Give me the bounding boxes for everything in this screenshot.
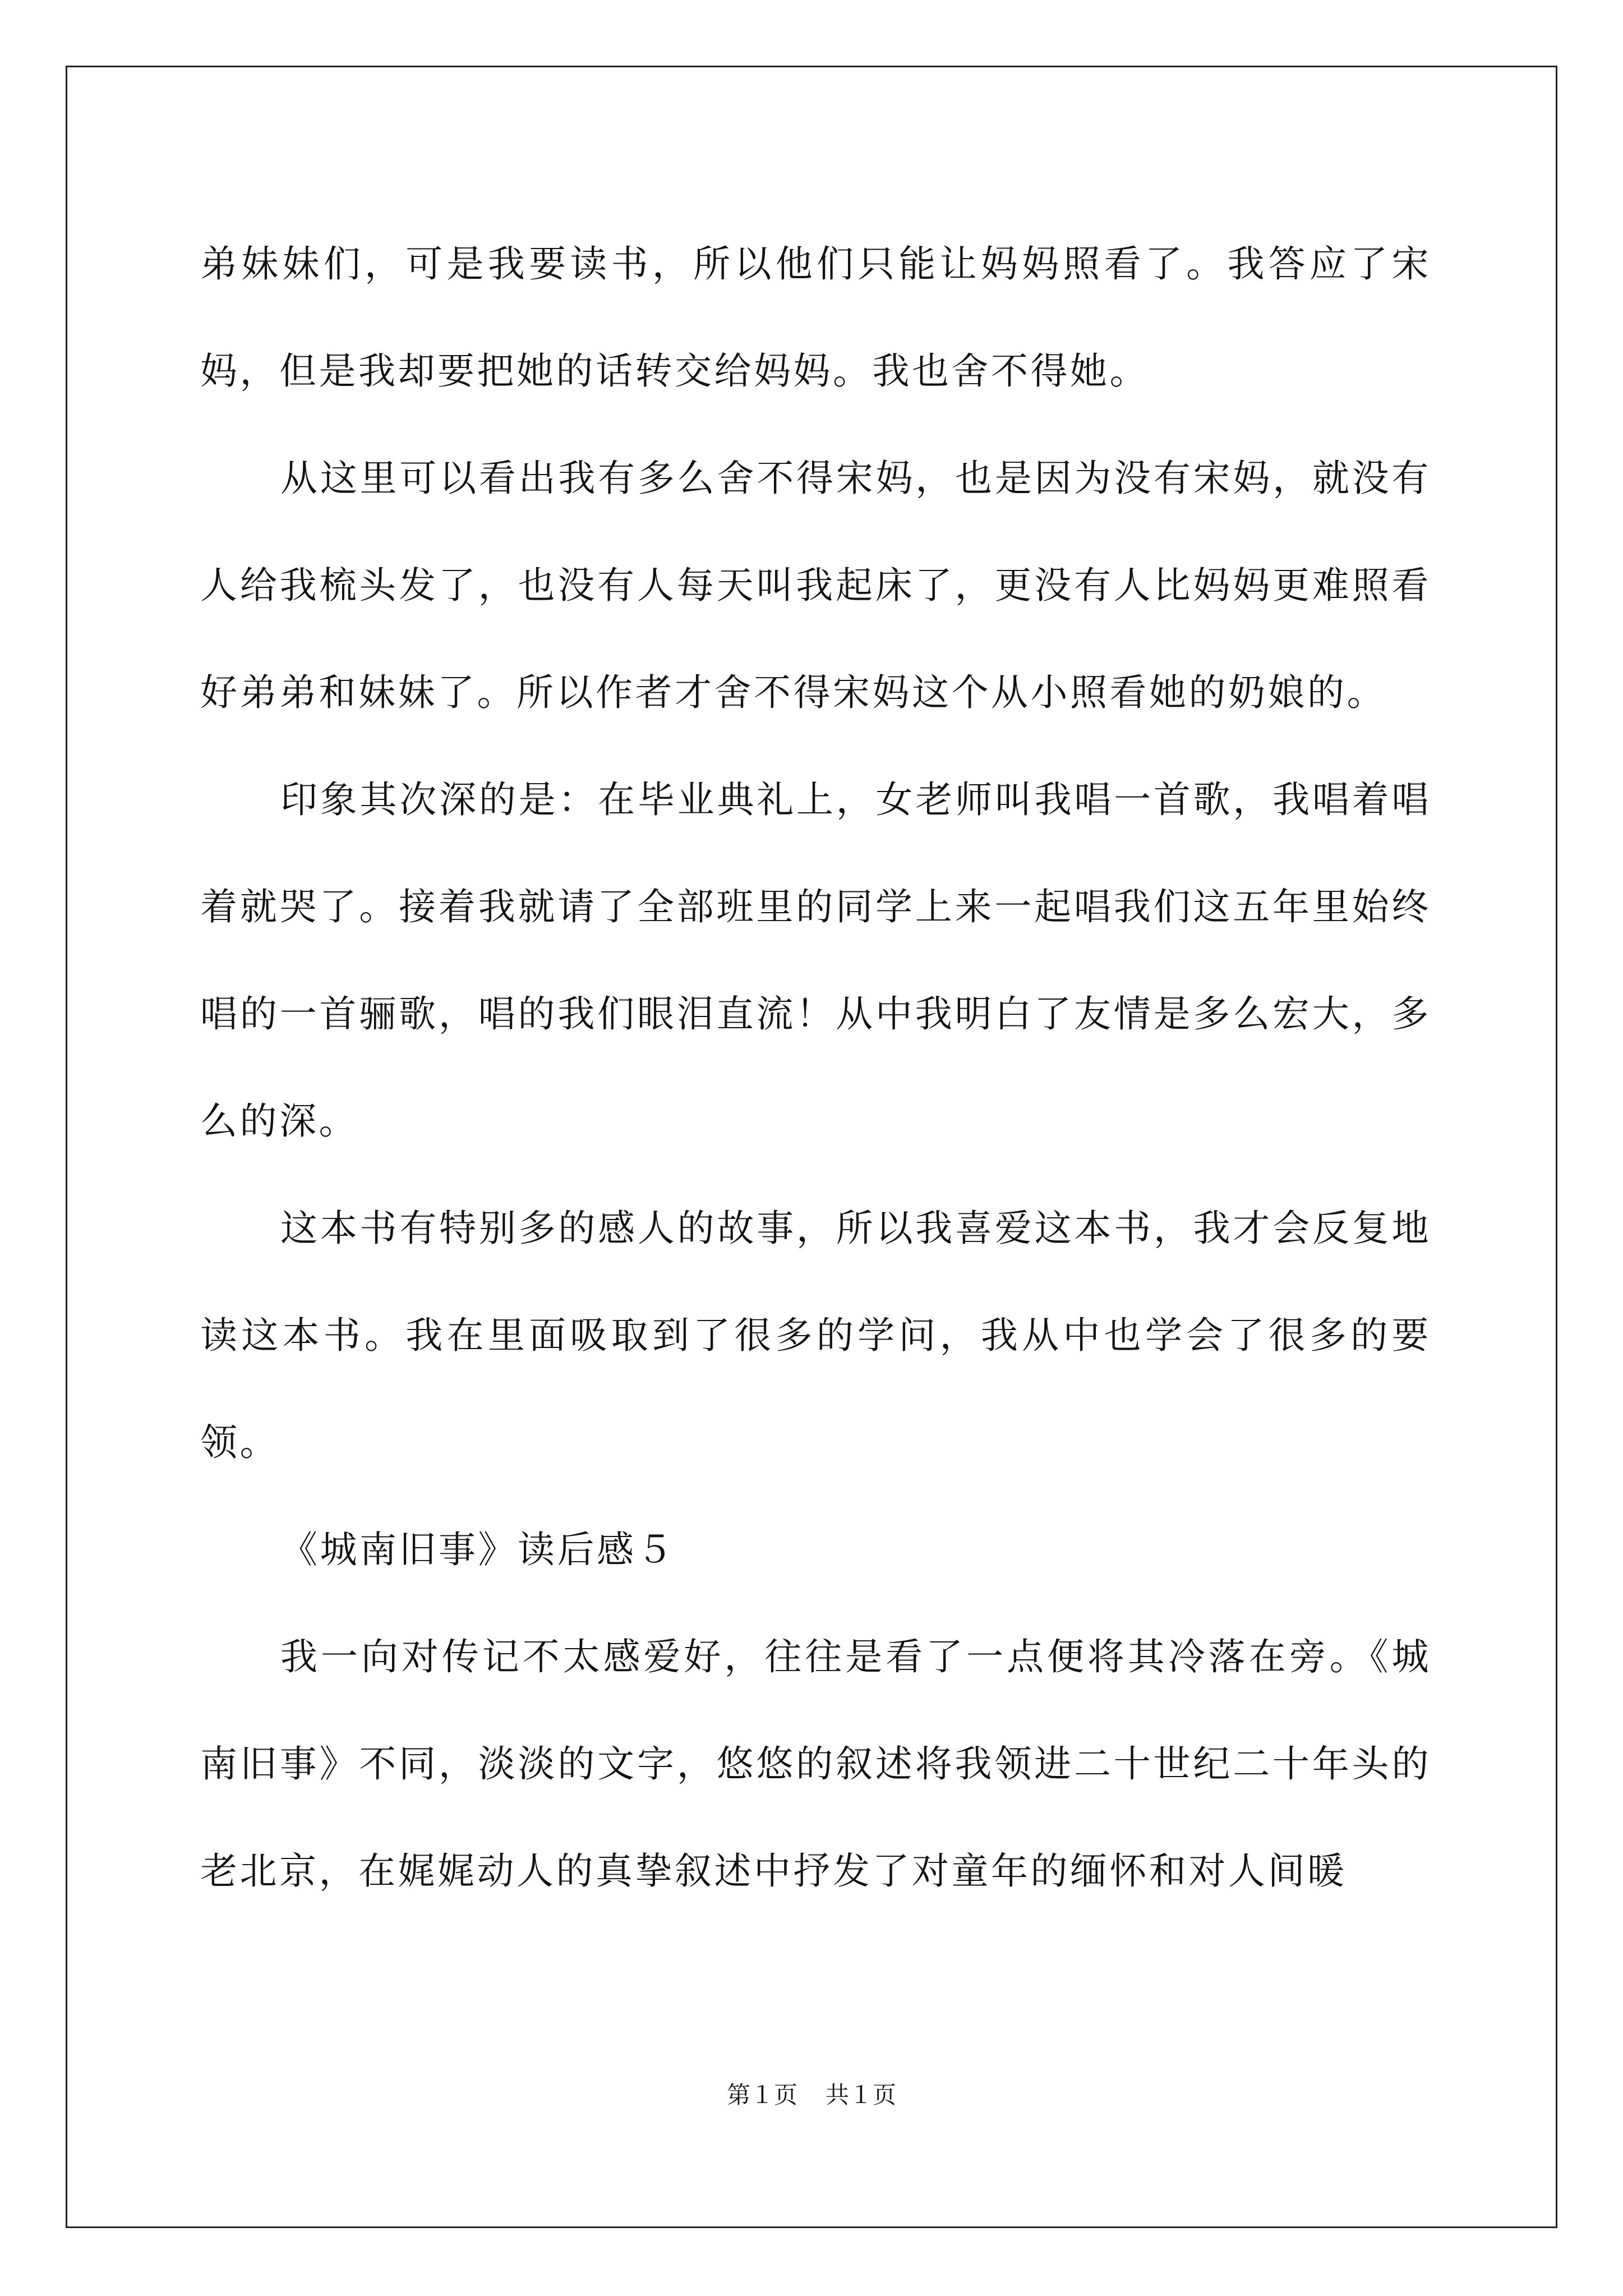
paragraph-4: 这本书有特别多的感人的故事，所以我喜爱这本书，我才会反复地读这本书。我在里面吸取到了很多的学问，我从中也学会了很多的要领。 — [200, 1207, 1431, 1464]
page-number: 第１页 — [726, 2081, 797, 2109]
paragraph-1: 弟妹妹们，可是我要读书，所以他们只能让妈妈照看了。我答应了宋妈，但是我却要把她的话转交给妈妈。我也舍不得她。 — [200, 242, 1431, 393]
document-body — [200, 210, 1431, 1925]
section-heading: 《城南旧事》读后感５ — [280, 1528, 676, 1571]
paragraph-3: 印象其次深的是：在毕业典礼上，女老师叫我唱一首歌，我唱着唱着就哭了。接着我就请了全部班里的同学上来一起唱我们这五年里始终唱的一首骊歌，唱的我们眼泪直流！从中我明白了友情是多么宏大，多么的深。 — [200, 778, 1431, 1143]
page-total: 共１页 — [826, 2081, 897, 2109]
paragraph-5: 我一向对传记不太感爱好，往往是看了一点便将其冷落在旁。《城南旧事》不同，淡淡的文字，悠悠的叙述将我领进二十世纪二十年头的老北京，在娓娓动人的真挚叙述中抒发了对童年的缅怀和对人间暖 — [200, 1635, 1431, 1893]
paragraph-2: 从这里可以看出我有多么舍不得宋妈，也是因为没有宋妈，就没有人给我梳头发了，也没有人每天叫我起床了，更没有人比妈妈更难照看好弟弟和妹妹了。所以作者才舍不得宋妈这个从小照看她的奶娘的。 — [200, 457, 1431, 714]
page-footer — [0, 2078, 1623, 2112]
